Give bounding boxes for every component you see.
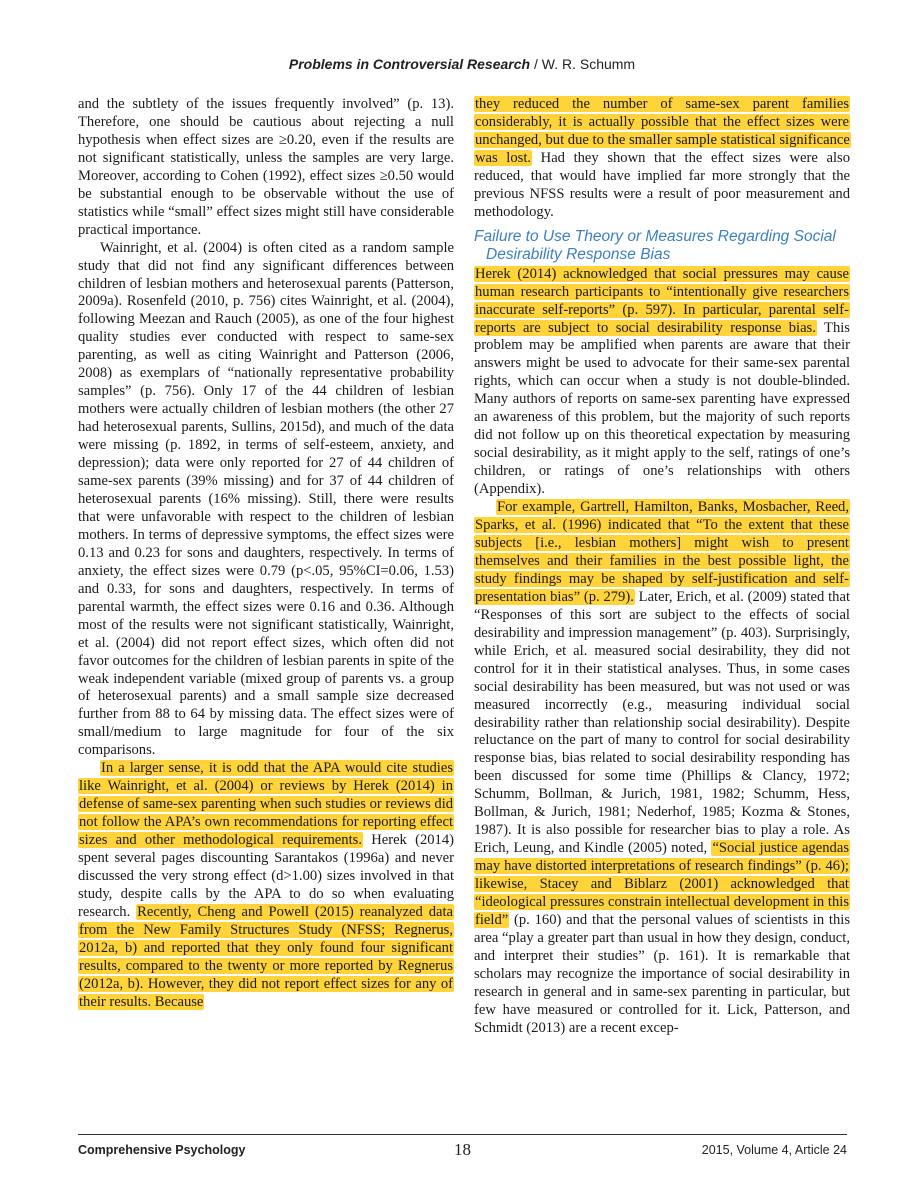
left-paragraph-3-text: Herek (2014) spent several pages discounting Sarantakos (1996a) and never discussed the very strong effect (d>1.00) sizes involved in that study, despite calls by the APA to do so when evaluating research. <box>78 832 454 920</box>
running-head <box>0 56 924 72</box>
footer-citation: 2015, Volume 4, Article 24 <box>701 1143 847 1157</box>
section-subheading <box>474 228 850 264</box>
subheading-line-2: Desirability Response Bias <box>486 245 671 263</box>
running-head-separator: / <box>530 56 542 72</box>
running-head-title: Problems in Controversial Research <box>288 56 531 72</box>
highlight-apa-critique: In a larger sense, it is odd that the APA would cite studies like Wainright, et al. (2004) or reviews by Herek (2014) in defense of same-sex parenting when such studies or reviews did not follow the APA’s own recommendations for reporting effect sizes and other methodological requirements. <box>79 760 454 849</box>
highlight-effect-sizes: they reduced the number of same-sex parent families considerably, it is actually possible that the effect sizes were unchanged, but due to the smaller sample statistical significance was lost. <box>475 96 850 166</box>
highlight-social-justice-quote: “Social justice agendas may have distorted interpretations of research findings” (p. 46); likewise, Stacey and Biblarz (2001) acknowledged that “ideological pressures constrain intellectual development in this field” <box>475 840 850 928</box>
highlight-cheng-powell: Recently, Cheng and Powell (2015) reanalyzed data from the New Family Structures Study (NFSS; Regnerus, 2012a, b) and reported that they only found four significant results, compared to the twenty or more reported by Regnerus (2012a, b). However, they did not report effect sizes for any of their results. Because <box>79 903 454 1010</box>
highlight-herek-social-pressures: Herek (2014) acknowledged that social pressures may cause human research participants to “intentionally give researchers inaccurate self-reports” (p. 597). In particular, parental self-reports are subject to social desirability response bias. <box>475 265 849 336</box>
left-paragraph-2: Wainright, et al. (2004) is often cited as a random sample study that did not find any significant differences between children of lesbian mothers and heterosexual parents (Patterson, 2009a). Rosenfeld (2010, p. 756) cites Wainright, et al. (2004), following Meezan and Rauch (2005), as one of the four highest quality studies ever conducted with respect to same-sex parenting, as well as citing Wainright and Patterson (2006, 2008) as exemplars of “nationally representative probability samples” (p. 756). Only 17 of the 44 children of lesbian mothers were actually children of lesbian mothers (the other 27 had heterosexual parents, Sullins, 2015d), and much of the data were missing (p. 1892, in terms of self-esteem, anxiety, and depression); data were only reported for 27 of 44 children of same-sex parents (39% missing) and for 37 of 44 children of heterosexual parents (16% missing). Still, there were results that were unfavorable with respect to the children of lesbian mothers. In terms of depressive symptoms, the effect sizes were 0.13 and 0.23 for sons and daughters, respectively. In terms of anxiety, the effect sizes were 0.79 (p<.05, 95%CI=0.06, 1.53) and 0.33, for sons and daughters, respectively. In terms of parental warmth, the effect sizes were 0.16 and 0.36. Although most of the results were not significant statistically, Wainright, et al. (2004) did not report effect sizes, which often did not favor outcomes for the children of lesbian parents in spite of the weak independent variable (mixed group of parents vs. a group of heterosexual parents) and a small sample size decreased further from 88 to 64 by missing data. The effect sizes were of small/medium to large magnitude for four of the six comparisons. <box>78 239 454 759</box>
right-paragraph-3 <box>474 499 850 1038</box>
right-paragraph-1 <box>474 96 850 222</box>
left-paragraph-1: and the subtlety of the issues frequently involved” (p. 13). Therefore, one should be cautious about rejecting a null hypothesis when effect sizes are ≥0.20, even if the results are not significant statistically, unless the samples are very large. Moreover, according to Cohen (1992), effect sizes ≥0.50 would be substantial enough to be observable without the use of statistics while “small” effect sizes might still have considerable practical importance. <box>78 96 454 238</box>
right-paragraph-2 <box>474 266 850 499</box>
right-column <box>474 96 850 1038</box>
running-head-author: W. R. Schumm <box>541 56 636 72</box>
footer-rule <box>78 1134 847 1135</box>
right-paragraph-1-text: Had they shown that the effect sizes were also reduced, that would have implied far more strongly that the previous NFSS results were a result of poor measurement and methodology. <box>474 149 850 220</box>
left-column <box>78 96 454 1012</box>
left-paragraph-3 <box>78 760 454 1011</box>
subheading-line-1: Failure to Use Theory or Measures Regarding Social <box>474 227 836 245</box>
right-paragraph-3-text-a: Later, Erich, et al. (2009) stated that “Responses of this sort are subject to the effects of social desirability and impression management” (p. 403). Surprisingly, while Erich, et al. measured social desirability, they did not control for it in their statistical analyses. Thus, in some cases social desirability has been measured, but was not used or was measured incorrectly (e.g., measuring individual social desirability rather than relationship social desirability). Despite reluctance on the part of many to control for social desirability response bias, bias related to social desirability responding has been discussed for some time (Phillips & Clancy, 1972; Schumm, Bollman, & Jurich, 1981, 1982; Schumm, Hess, Bollman, & Jurich, 1981; Nederhof, 1985; Kozma & Stones, 1987). It is also possible for researcher bias to play a role. As Erich, Leung, and Kindle (2005) noted, <box>474 588 850 857</box>
right-paragraph-3-text-b: (p. 160) and that the personal values of scientists in this area “play a greater part than usual in how they design, conduct, and interpret their studies” (p. 161). It is remarkable that scholars may recognize the importance of social desirability in research in general and in same-sex parenting in particular, but few have measured or controlled for it. Lick, Patterson, and Schmidt (2013) are a recent excep- <box>474 911 850 1036</box>
highlight-gartrell-quote: For example, Gartrell, Hamilton, Banks, Mosbacher, Reed, Sparks, et al. (1996) indicated that “To the extent that these subjects [i.e., lesbian mothers] might wish to present themselves and their families in the best possible light, the study findings may be shaped by self-justification and self-presentation bias” (p. 279). <box>475 499 849 605</box>
right-paragraph-2-text: This problem may be amplified when parents are aware that their answers might be used to advocate for their same-sex parental rights, which can occur when a study is not double-blinded. Many authors of reports on same-sex parenting have expressed an awareness of this problem, but the majority of such reports did not follow up on this theoretical expectation by measuring social desirability, as it might apply to the self, ratings of one’s children, or ratings of one’s relationships with others (Appendix). <box>474 319 850 498</box>
footer-journal-name: Comprehensive Psychology <box>78 1143 246 1157</box>
footer-page-number: 18 <box>454 1140 471 1159</box>
